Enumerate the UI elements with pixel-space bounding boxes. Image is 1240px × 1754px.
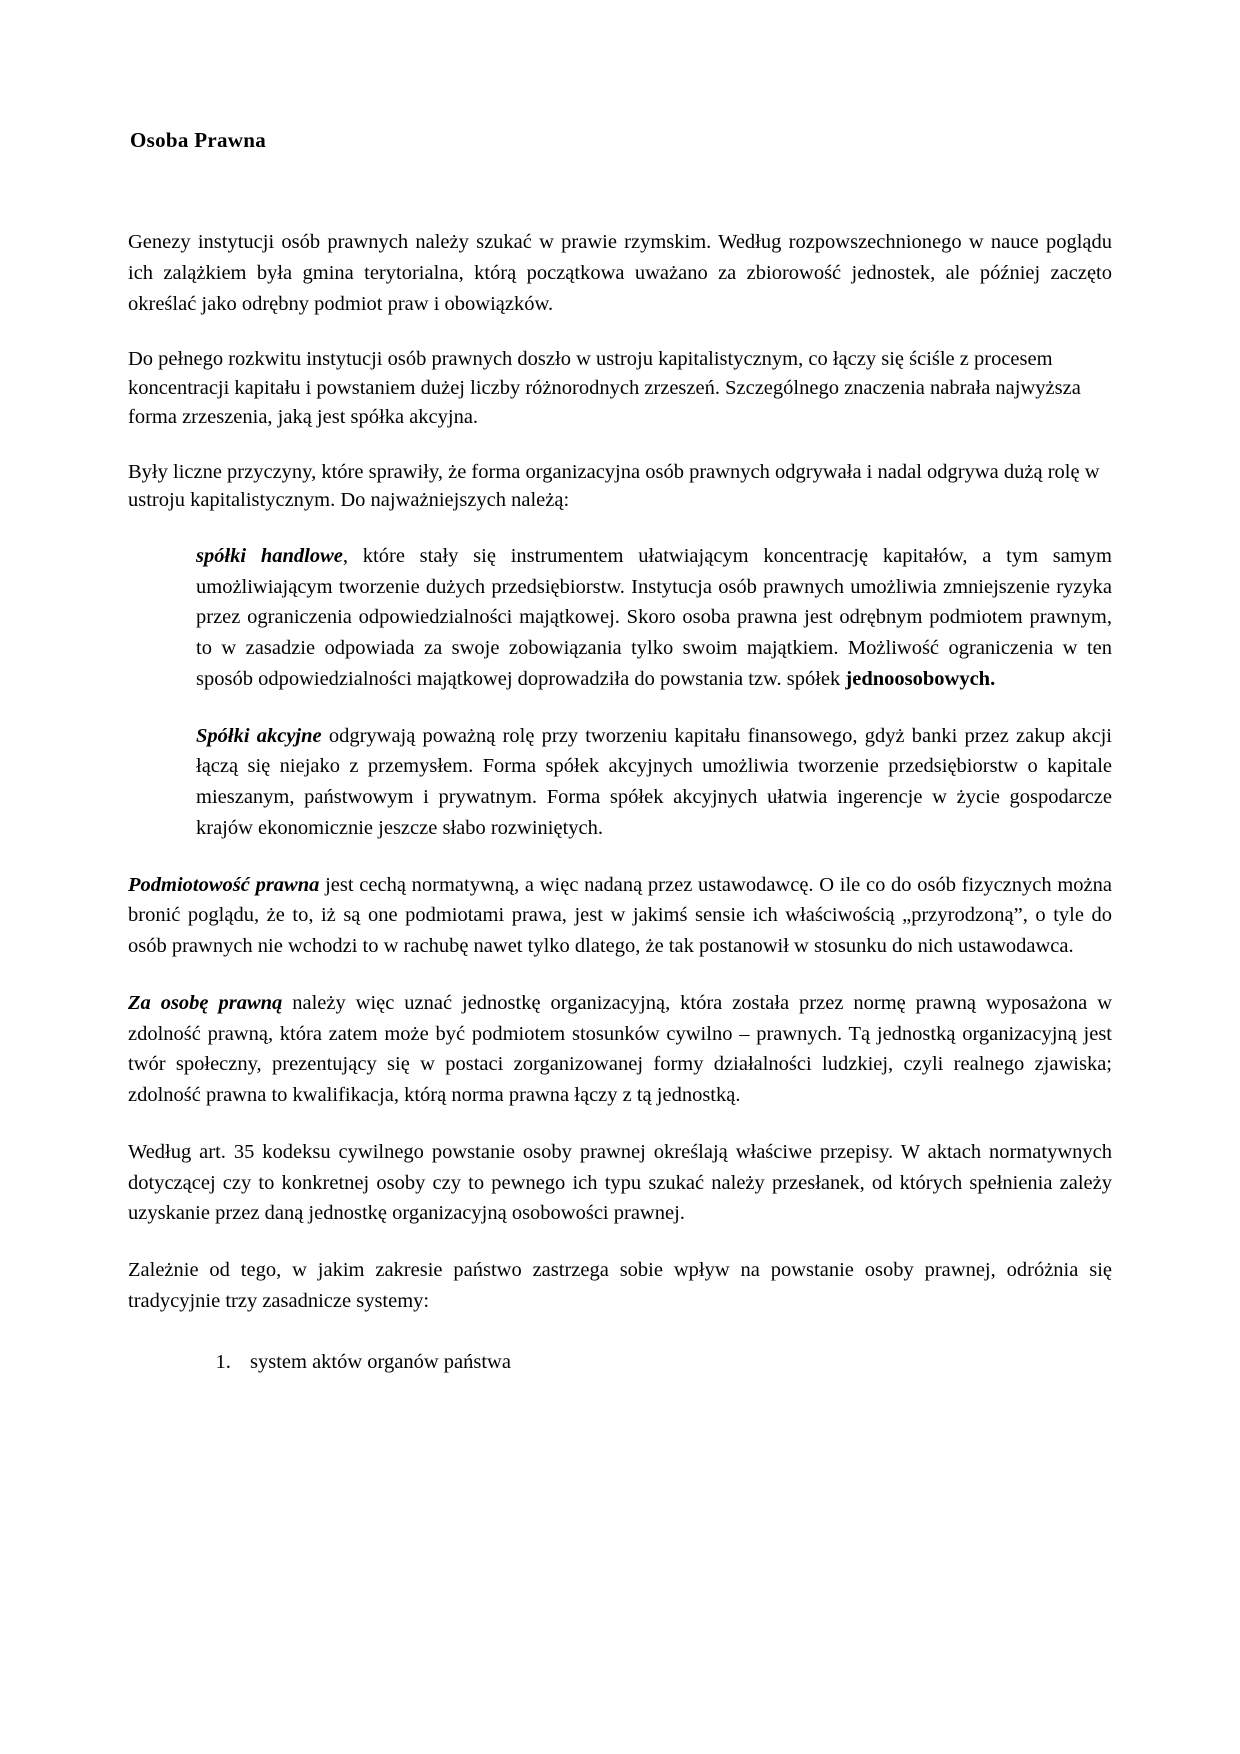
lead-in-za-osobe-prawna: Za osobę prawną xyxy=(128,991,283,1014)
paragraph-zaleznie-od-tego: Zależnie od tego, w jakim zakresie państwo zastrzega sobie wpływ na powstanie osoby prawnej, odróżnia się tradycyjnie trzy zasadnicze systemy: xyxy=(128,1259,1112,1312)
body-text-podmiotowosc-prawna: jest cechą normatywną, a więc nadaną przez ustawodawcę. O ile co do osób fizycznych można bronić poglądu, że to, iż są one podmiotami prawa, jest w jakimś sensie ich właściwością „przyrodzoną”, o tyle do osób prawnych nie wchodzi to w rachubę nawet tylko dlatego, że tak postanowił w stosunku do nich ustawodawca. xyxy=(128,873,1112,958)
paragraph-spolki-akcyjne xyxy=(196,721,1112,844)
page-title: Osoba Prawna xyxy=(130,128,267,152)
indented-block-spolki-handlowe xyxy=(196,541,1112,695)
lead-in-spolki-handlowe: spółki handlowe xyxy=(196,544,343,567)
paragraph-za-osobe-prawna xyxy=(128,988,1112,1111)
paragraph-podmiotowosc-prawna xyxy=(128,870,1112,962)
systems-numbered-list xyxy=(128,1347,1112,1377)
paragraph-art-35: Według art. 35 kodeksu cywilnego powstanie osoby prawnej określają właściwe przepisy. W aktach normatywnych dotyczącej czy to konkretnej osoby czy to pewnego ich typu szukać należy przesłanek, od których spełnienia zależy uzyskanie przez daną jednostkę organizacyjną osobowości prawnej. xyxy=(128,1140,1112,1225)
body-text-spolki-akcyjne: odgrywają poważną rolę przy tworzeniu kapitału finansowego, gdyż banki przez zakup akcji łączą się niejako z przemysłem. Forma spółek akcyjnych umożliwia tworzenie przedsiębiorstw o kapitale mieszanym, państwowym i prywatnym. Forma spółek akcyjnych ułatwia ingerencje w życie gospodarcze krajów ekonomicznie jeszcze słabo rozwiniętych. xyxy=(196,724,1112,839)
lead-in-podmiotowosc-prawna: Podmiotowość prawna xyxy=(128,873,320,896)
body-text-za-osobe-prawna: należy więc uznać jednostkę organizacyjną, która została przez normę prawną wyposażona w zdolność prawną, która zatem może być podmiotem stosunków cywilno – prawnych. Tą jednostką organizacyjną jest twór społeczny, prezentujący się w postaci zorganizowanej formy działalności ludzkiej, czyli realnego zjawiska; zdolność prawna to kwalifikacja, którą norma prawna łączy z tą jednostką. xyxy=(128,991,1113,1107)
paragraph-przyczyny: Były liczne przyczyny, które sprawiły, że forma organizacyjna osób prawnych odgrywała i nadal odgrywa dużą rolę w ustroju kapitalistycznym. Do najważniejszych należą: xyxy=(128,460,1100,512)
indented-block-spolki-akcyjne xyxy=(196,721,1112,844)
paragraph-genezy: Genezy instytucji osób prawnych należy szukać w prawie rzymskim. Według rozpowszechnionego w nauce poglądu ich zalążkiem była gmina terytorialna, którą początkowa uważano za zbiorowość jednostek, ale później zaczęto określać jako odrębny podmiot praw i obowiązków. xyxy=(128,231,1112,315)
tail-text-jednoosobowych: jednoosobowych. xyxy=(845,667,996,690)
list-item: 1. system aktów organów państwa xyxy=(236,1347,1112,1377)
paragraph-rozkwit: Do pełnego rozkwitu instytucji osób prawnych doszło w ustroju kapitalistycznym, co łączy się ściśle z procesem koncentracji kapitału i powstaniem dużej liczby różnorodnych zrzeszeń. Szczególnego znaczenia nabrała najwyższa forma zrzeszenia, jaką jest spółka akcyjna. xyxy=(128,348,1081,428)
lead-in-spolki-akcyjne: Spółki akcyjne xyxy=(196,724,322,747)
paragraph-spolki-handlowe xyxy=(196,541,1112,695)
body-text-spolki-handlowe: , które stały się instrumentem ułatwiającym koncentrację kapitałów, a tym samym umożliwiającym tworzenie dużych przedsiębiorstw. Instytucja osób prawnych umożliwia zmniejszenie ryzyka przez ograniczenia odpowiedzialności majątkowej. Skoro osoba prawna jest odrębnym podmiotem prawnym, to w zasadzie odpowiada za swoje zobowiązania tylko swoim majątkiem. Możliwość ograniczenia w ten sposób odpowiedzialności majątkowej doprowadziła do powstania tzw. spółek xyxy=(196,544,1112,690)
